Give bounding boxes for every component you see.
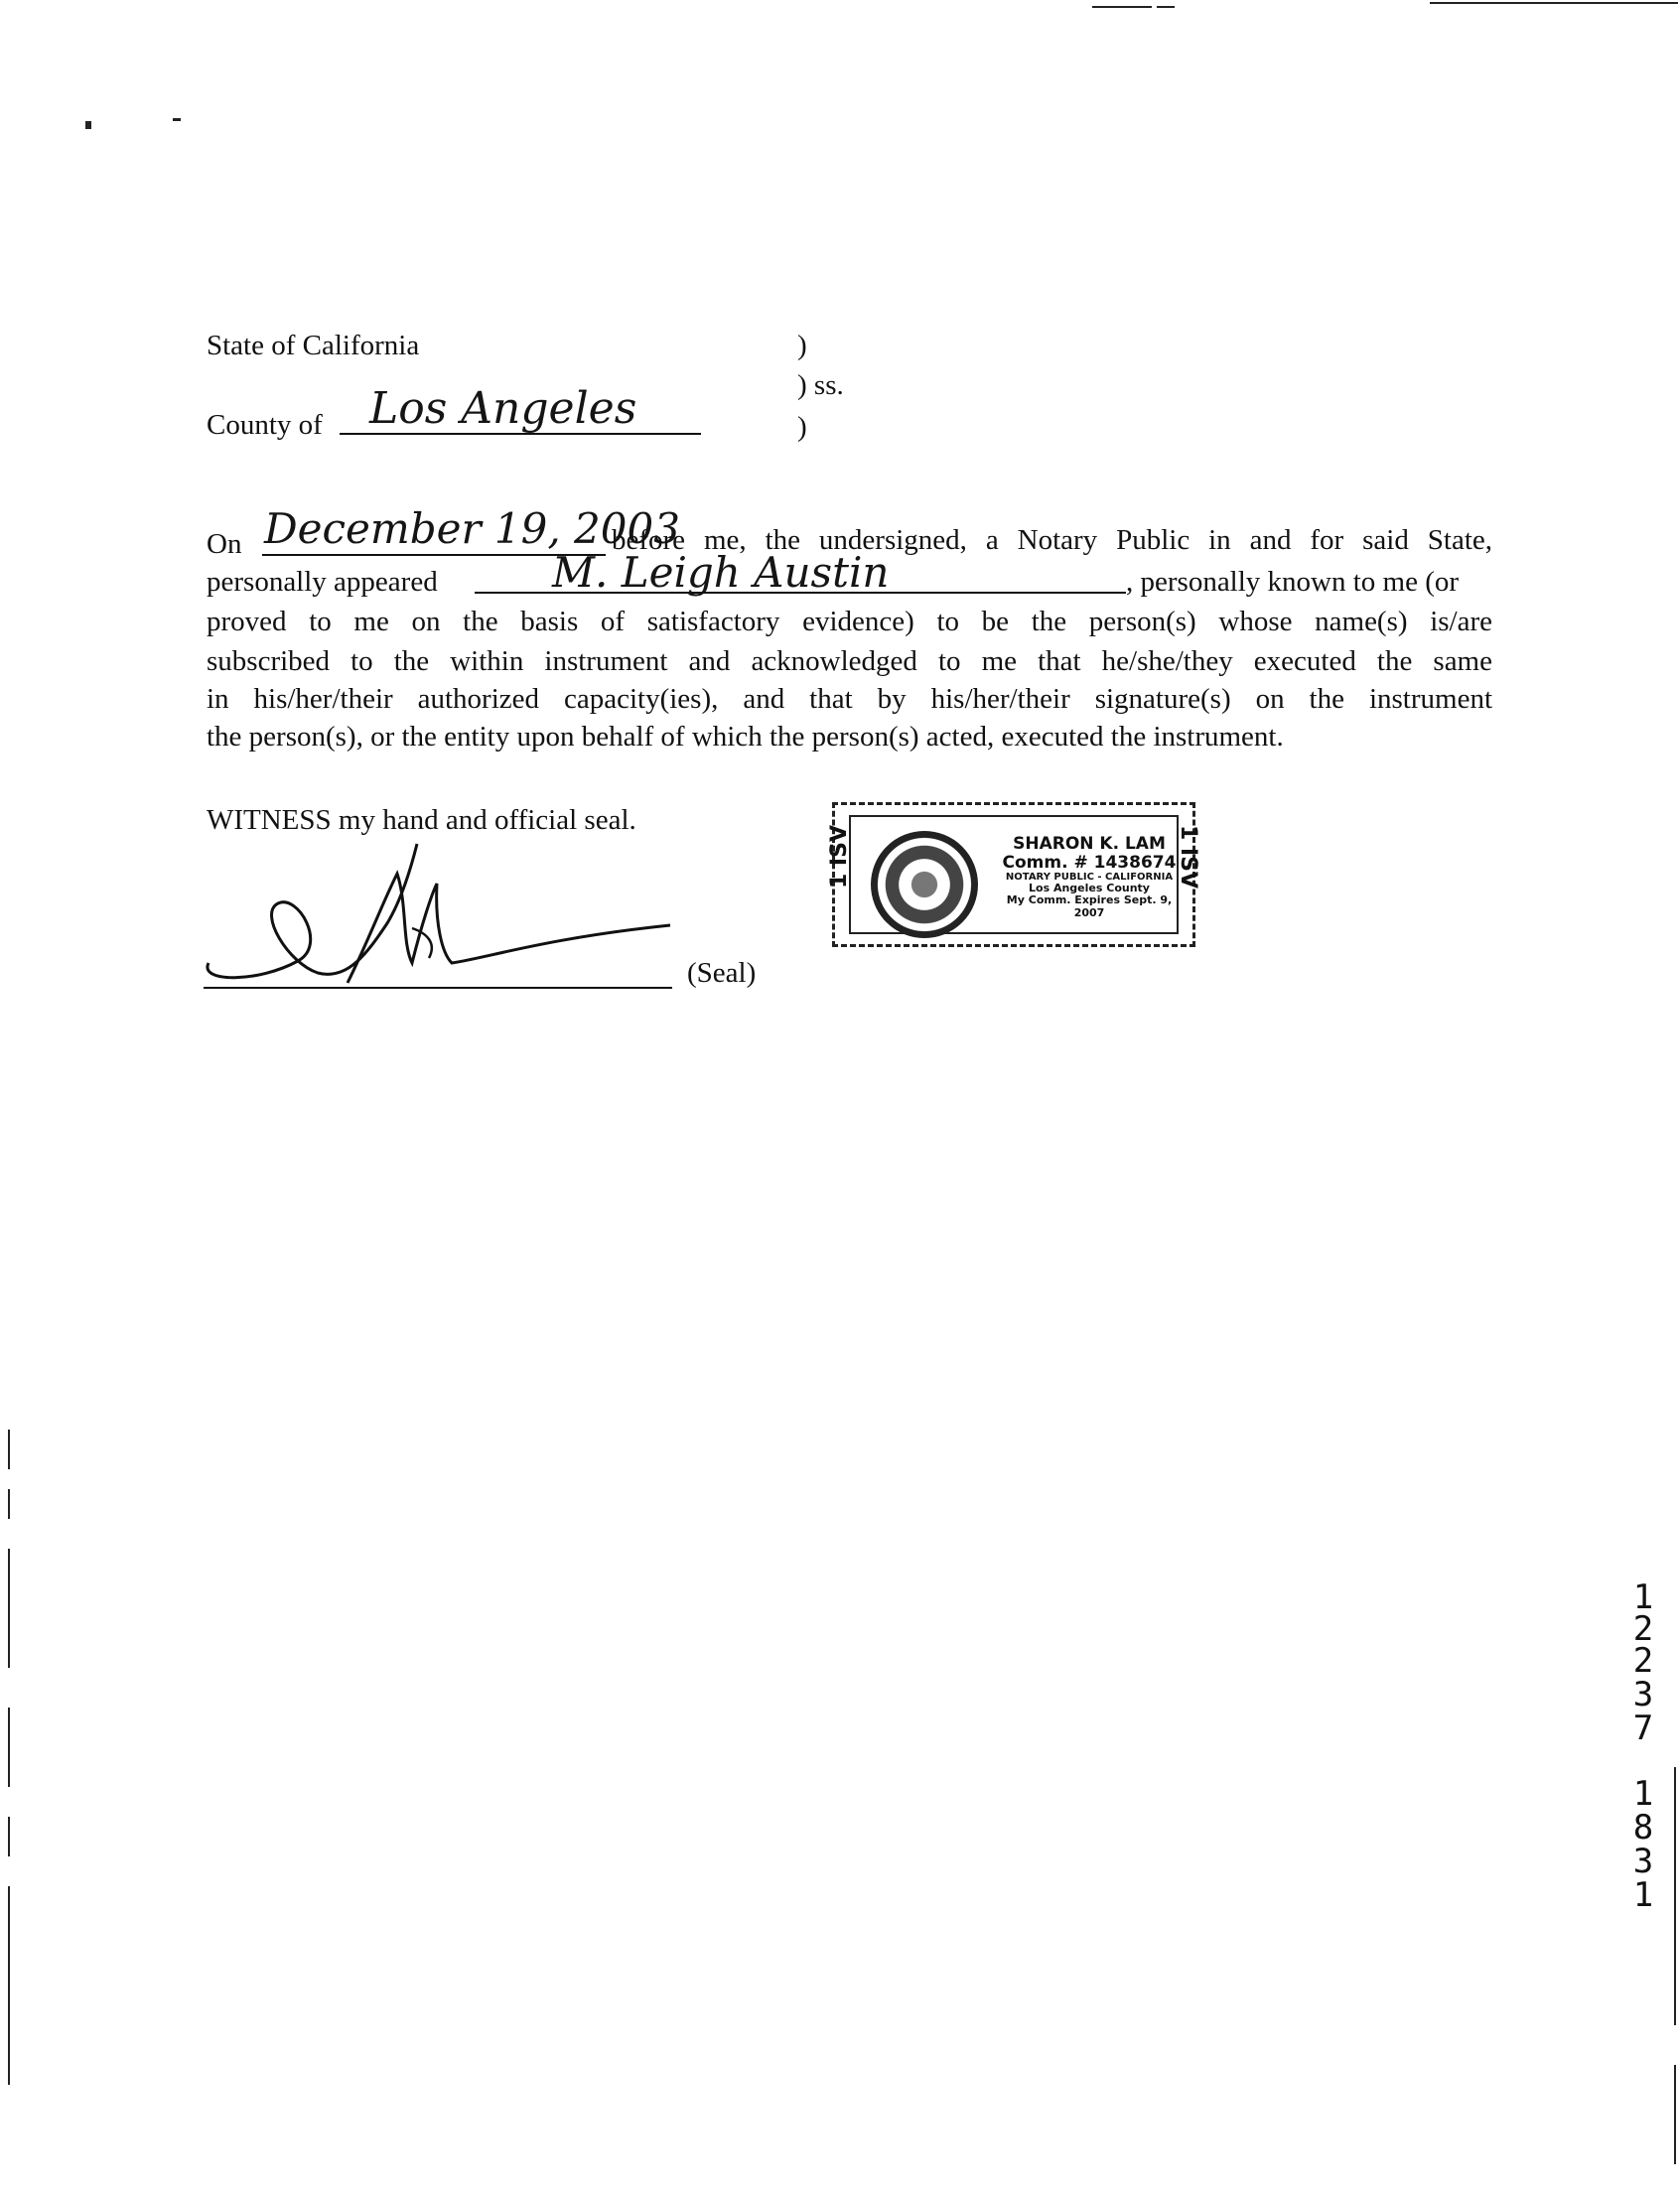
- paragraph-line-6: the person(s), or the entity upon behalf of which the person(s) acted, executed the instrument.: [207, 721, 1284, 753]
- scan-mark: [1157, 6, 1175, 8]
- stamp-notary-name: SHARON K. LAM: [1013, 834, 1166, 854]
- paragraph-line-4: subscribed to the within instrument and acknowledged to me that he/she/they executed the same: [207, 645, 1492, 677]
- margin-digit: 2: [1632, 1641, 1654, 1681]
- scan-edge-mark: [8, 1430, 10, 1469]
- stamp-commission: Comm. # 1438674: [1002, 852, 1177, 873]
- scan-edge-mark: [1674, 1767, 1676, 2025]
- state-seal-icon: [871, 831, 978, 938]
- county-label: County of: [207, 409, 323, 441]
- known-text: , personally known to me (or: [1126, 566, 1460, 598]
- stamp-county: Los Angeles County: [1029, 882, 1150, 895]
- margin-digit: 3: [1632, 1842, 1654, 1881]
- venue-paren-ss: ) ss.: [797, 369, 844, 401]
- seal-label: (Seal): [687, 957, 757, 989]
- stamp-expiration: My Comm. Expires Sept. 9, 2007: [1006, 893, 1173, 919]
- venue-paren-3: ): [797, 411, 807, 443]
- scan-edge-mark: [8, 1886, 10, 2085]
- date-handwritten: December 19, 2003: [264, 504, 680, 553]
- scan-edge-mark: [8, 1549, 10, 1668]
- scan-mark: [1430, 2, 1678, 4]
- paragraph-line-5: in his/her/their authorized capacity(ies), and that by his/her/their signature(s) on the instrument: [207, 683, 1492, 715]
- county-handwritten: Los Angeles: [369, 383, 637, 434]
- margin-digit: 8: [1632, 1808, 1654, 1848]
- scan-edge-mark: [1674, 2065, 1676, 2164]
- scan-mark: [1092, 6, 1152, 8]
- line1-text: before me, the undersigned, a Notary Public in and for said State,: [612, 524, 1492, 556]
- margin-digit: 1: [1632, 1774, 1654, 1814]
- witness-line: WITNESS my hand and official seal.: [207, 804, 636, 836]
- stamp-title: NOTARY PUBLIC - CALIFORNIA: [1005, 872, 1174, 884]
- appeared-label: personally appeared: [207, 566, 438, 598]
- stamp-side-left: 1 ISV: [827, 825, 852, 890]
- margin-digit: 7: [1632, 1709, 1654, 1748]
- stamp-text: [1000, 835, 1179, 919]
- name-handwritten: M. Leigh Austin: [552, 548, 890, 597]
- margin-digit: 1: [1632, 1577, 1654, 1617]
- on-label: On: [207, 528, 242, 560]
- venue-paren-1: ): [797, 330, 807, 361]
- notary-signature: [199, 834, 675, 1003]
- scan-edge-mark: [8, 1817, 10, 1856]
- paragraph-line-3: proved to me on the basis of satisfactory evidence) to be the person(s) whose name(s) is/are: [207, 606, 1492, 637]
- margin-digit: 1: [1632, 1875, 1654, 1915]
- scan-edge-mark: [8, 1708, 10, 1787]
- state-line: State of California: [207, 330, 420, 361]
- stamp-side-right: 1 ISV: [1176, 825, 1200, 890]
- stamp-frame: [849, 815, 1179, 934]
- signature-line: [204, 987, 672, 989]
- scan-edge-mark: [8, 1489, 10, 1519]
- margin-digit: 2: [1632, 1609, 1654, 1649]
- notary-stamp: [827, 802, 1200, 947]
- scan-dot: [85, 121, 91, 129]
- scan-dot: [173, 118, 181, 121]
- margin-digit: 3: [1632, 1675, 1654, 1714]
